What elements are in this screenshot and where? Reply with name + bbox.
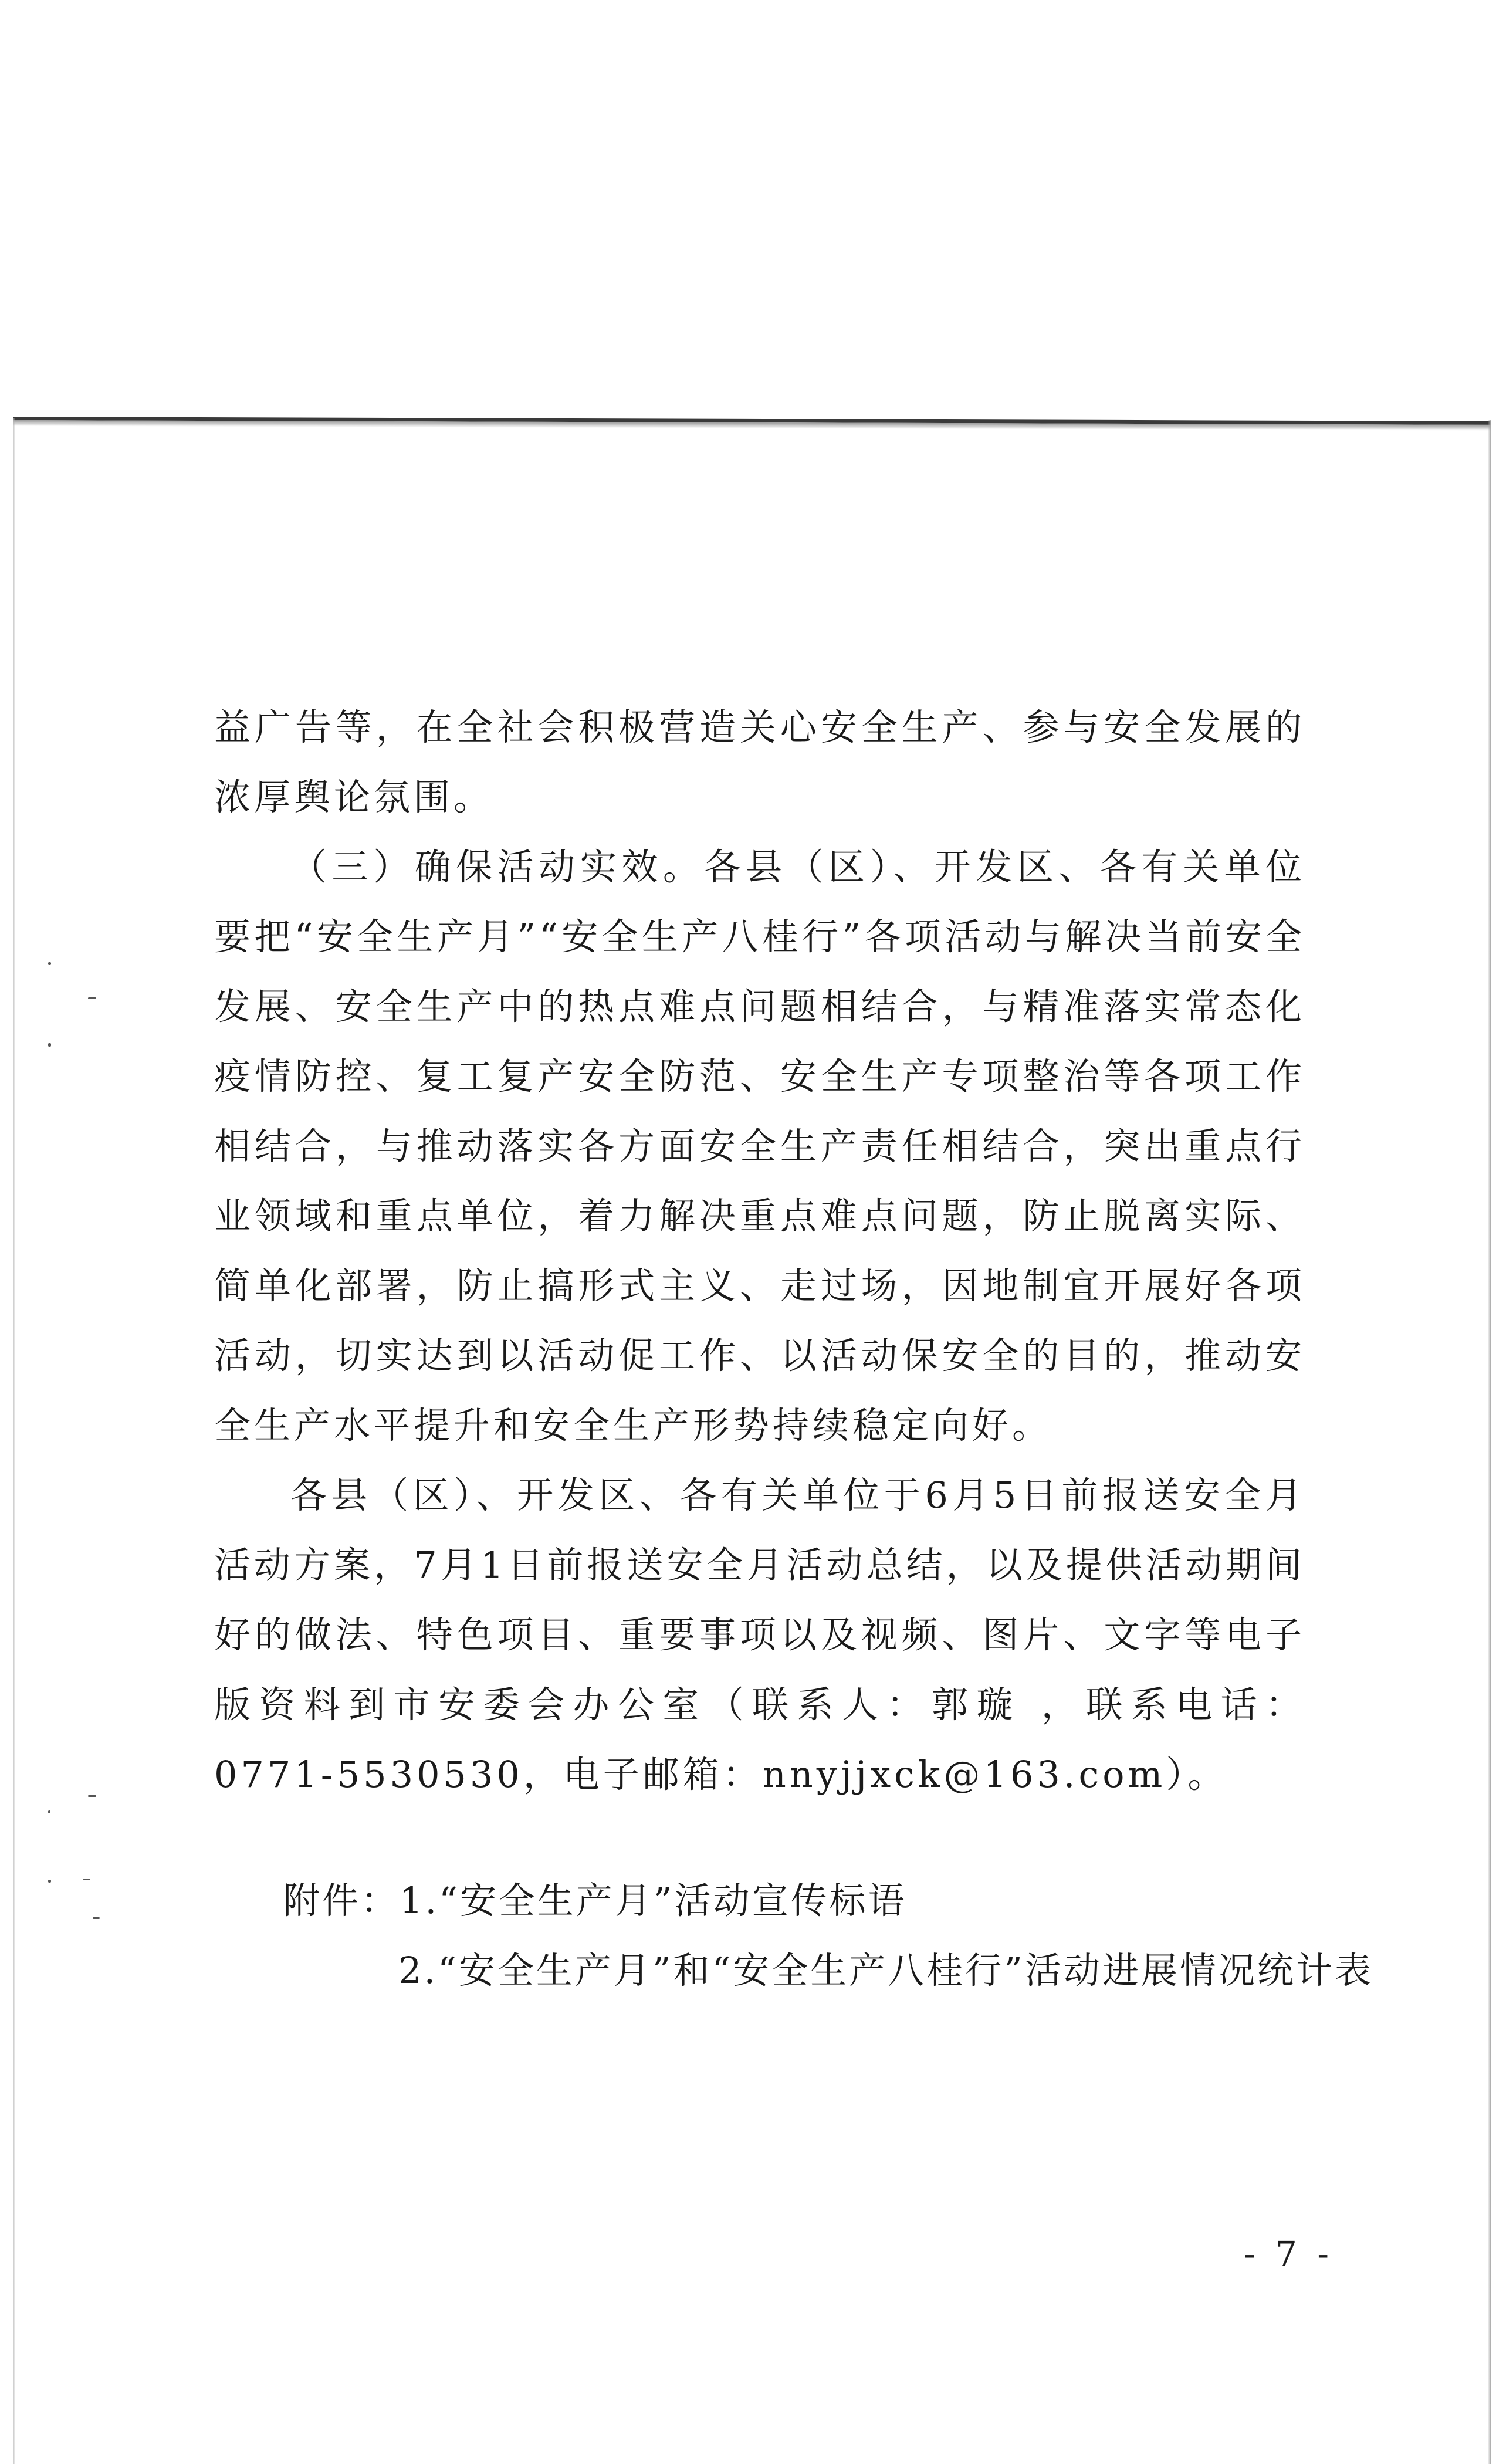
scan-edge-right [1488, 420, 1491, 2464]
scan-speck [48, 1810, 50, 1813]
paragraph-reporting: 各县（区）、开发区、各有关单位于6月5日前报送安全月活动方案，7月1日前报送安全月活动总结，以及提供活动期间好的做法、特色项目、重要事项以及视频、图片、文字等电子版资料到市安委会办公室（联系人：郭璇 ，联系电话：0771-5530530，电子邮箱：nnyjjxck@163.com）。 [214, 1474, 1305, 1796]
paragraph-section-3: （三）确保活动实效。各县（区）、开发区、各有关单位要把“安全生产月”“安全生产八桂行”各项活动与解决当前安全发展、安全生产中的热点难点问题相结合，与精准落实常态化疫情防控、复工复产安全防范、安全生产专项整治等各项工作相结合，与推动落实各方面安全生产责任相结合，突出重点行业领域和重点单位，着力解决重点难点问题，防止脱离实际、简单化部署，防止搞形式主义、走过场，因地制宜开展好各项活动，切实达到以活动促工作、以活动保安全的目的，推动安全生产水平提升和安全生产形势持续稳定向好。 [214, 845, 1305, 1447]
scan-edge-left [13, 418, 15, 2464]
document-body [214, 692, 1373, 2005]
scan-speck [48, 1043, 51, 1047]
scan-speck [48, 1880, 51, 1883]
attachment-title-1: 1.“安全生产月”活动宣传标语 [400, 1879, 907, 1922]
scan-speck [88, 1795, 96, 1797]
attachment-item-1 [214, 1866, 1305, 1935]
scan-speck [88, 997, 96, 999]
page-number: - 7 - [1244, 2234, 1333, 2274]
scan-speck [48, 962, 51, 965]
attachment-title-2: 2.“安全生产月”和“安全生产八桂行”活动进展情况统计表 [398, 1949, 1373, 1992]
attachment-label: 附件： [283, 1879, 400, 1922]
scan-speck [83, 1879, 90, 1880]
scan-speck [93, 1917, 100, 1919]
paragraph-continuation: 益广告等，在全社会积极营造关心安全生产、参与安全发展的浓厚舆论氛围。 [214, 706, 1305, 818]
attachment-item-2 [214, 1935, 1373, 2005]
